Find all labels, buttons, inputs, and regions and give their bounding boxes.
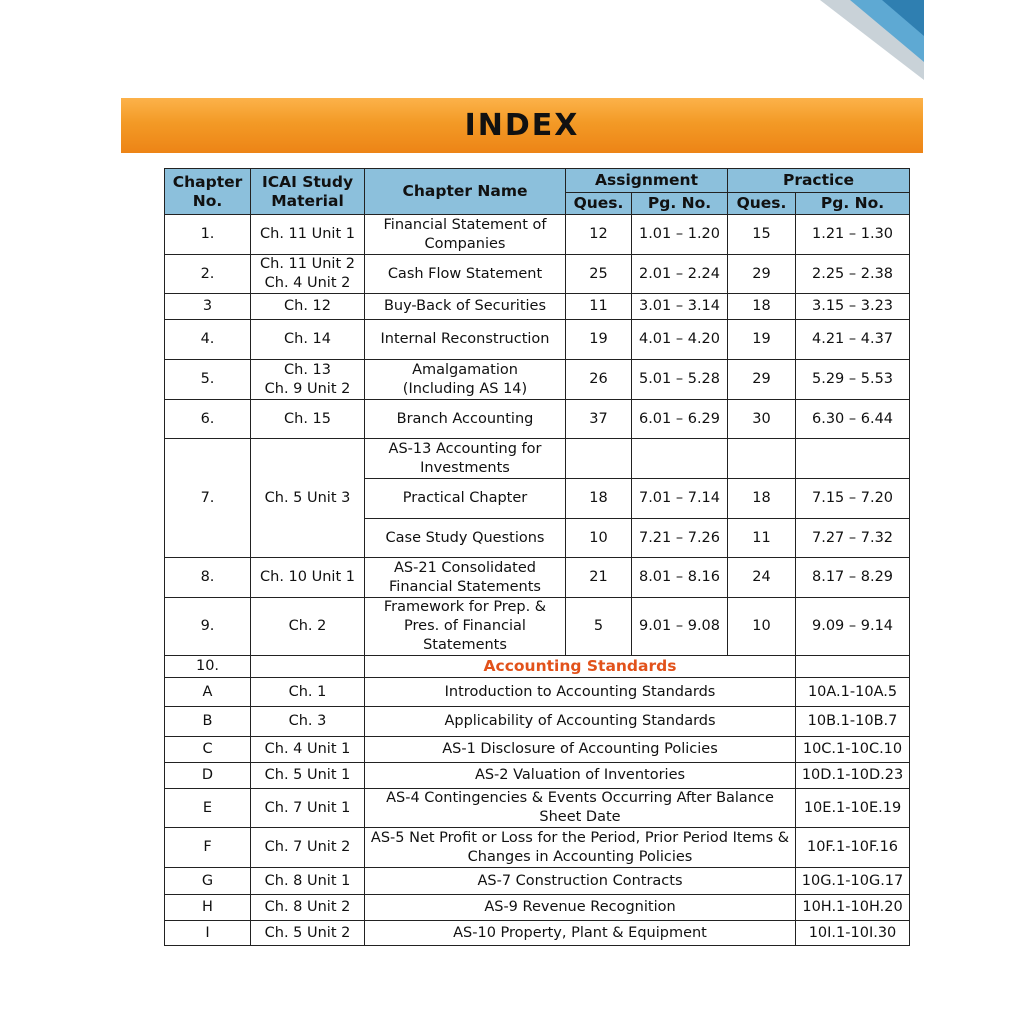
index-table: [164, 168, 910, 946]
assignment-pg: 6.01 – 6.29: [632, 400, 728, 439]
practice-pg: 5.29 – 5.53: [796, 360, 910, 400]
practice-pg: 7.27 – 7.32: [796, 519, 910, 558]
study-material: [251, 255, 365, 294]
practice-pg: 10H.1-10H.20: [796, 895, 910, 921]
chapter-no: 8.: [165, 558, 251, 598]
table-row: [165, 439, 910, 479]
chapter-name: Buy-Back of Securities: [365, 294, 566, 320]
table-row: [165, 360, 910, 400]
assignment-ques: 5: [566, 598, 632, 656]
header-study-material: ICAI Study Material: [251, 169, 365, 215]
assignment-pg: [632, 439, 728, 479]
chapter-no: D: [165, 763, 251, 789]
study-material: [251, 656, 365, 678]
assignment-pg: 7.21 – 7.26: [632, 519, 728, 558]
assignment-pg: 1.01 – 1.20: [632, 215, 728, 255]
study-material: Ch. 8 Unit 1: [251, 868, 365, 895]
chapter-name: Applicability of Accounting Standards: [365, 707, 796, 737]
table-row: [165, 737, 910, 763]
header-chapter-no: Chapter No.: [165, 169, 251, 215]
section-heading-accounting-standards: Accounting Standards: [365, 656, 796, 678]
chapter-no: 10.: [165, 656, 251, 678]
chapter-name: AS-13 Accounting for Investments: [365, 439, 566, 479]
header-practice-ques: Ques.: [728, 193, 796, 215]
study-material: Ch. 3: [251, 707, 365, 737]
chapter-no: A: [165, 678, 251, 707]
study-material: Ch. 7 Unit 2: [251, 828, 365, 868]
chapter-no: C: [165, 737, 251, 763]
assignment-ques: 26: [566, 360, 632, 400]
chapter-name: Branch Accounting: [365, 400, 566, 439]
study-material: Ch. 8 Unit 2: [251, 895, 365, 921]
chapter-no: 7.: [165, 439, 251, 558]
chapter-name: Framework for Prep. & Pres. of Financial Statements: [365, 598, 566, 656]
table-row: [165, 320, 910, 360]
study-material: Ch. 12: [251, 294, 365, 320]
assignment-pg: 9.01 – 9.08: [632, 598, 728, 656]
practice-pg: 10G.1-10G.17: [796, 868, 910, 895]
table-row: [165, 400, 910, 439]
chapter-no: H: [165, 895, 251, 921]
chapter-name: AS-9 Revenue Recognition: [365, 895, 796, 921]
practice-pg: 1.21 – 1.30: [796, 215, 910, 255]
chapter-name: AS-5 Net Profit or Loss for the Period, Prior Period Items & Changes in Accounting Policies: [365, 828, 796, 868]
practice-pg: 4.21 – 4.37: [796, 320, 910, 360]
header-row: [165, 169, 910, 193]
chapter-name: AS-1 Disclosure of Accounting Policies: [365, 737, 796, 763]
practice-ques: 10: [728, 598, 796, 656]
table-row: [165, 707, 910, 737]
study-material-line: Ch. 11 Unit 2: [260, 256, 355, 272]
table-row: [165, 656, 910, 678]
table-row: [165, 763, 910, 789]
chapter-name: Case Study Questions: [365, 519, 566, 558]
table-row: [165, 789, 910, 828]
table-row: [165, 868, 910, 895]
chapter-no: 6.: [165, 400, 251, 439]
chapter-name: Internal Reconstruction: [365, 320, 566, 360]
chapter-no: 5.: [165, 360, 251, 400]
header-assignment-ques: Ques.: [566, 193, 632, 215]
study-material-line: Ch. 4 Unit 2: [264, 275, 351, 291]
practice-ques: 18: [728, 479, 796, 519]
study-material-line: Ch. 9 Unit 2: [264, 380, 351, 397]
chapter-no: 1.: [165, 215, 251, 255]
practice-pg: 10E.1-10E.19: [796, 789, 910, 828]
assignment-pg: 5.01 – 5.28: [632, 360, 728, 400]
assignment-ques: [566, 439, 632, 479]
chapter-no: I: [165, 921, 251, 946]
study-material: Ch. 7 Unit 1: [251, 789, 365, 828]
assignment-ques: 37: [566, 400, 632, 439]
chapter-no: F: [165, 828, 251, 868]
corner-decoration: [820, 0, 924, 85]
study-material: Ch. 5 Unit 2: [251, 921, 365, 946]
table-row: [165, 921, 910, 946]
practice-pg: 10B.1-10B.7: [796, 707, 910, 737]
study-material: Ch. 5 Unit 3: [251, 439, 365, 558]
study-material: Ch. 5 Unit 1: [251, 763, 365, 789]
practice-pg: 3.15 – 3.23: [796, 294, 910, 320]
chapter-no: E: [165, 789, 251, 828]
practice-pg: 10I.1-10I.30: [796, 921, 910, 946]
practice-ques: 11: [728, 519, 796, 558]
table-row: [165, 598, 910, 656]
practice-pg: 8.17 – 8.29: [796, 558, 910, 598]
study-material: Ch. 15: [251, 400, 365, 439]
study-material: Ch. 14: [251, 320, 365, 360]
table-row: [165, 294, 910, 320]
header-assignment-pg: Pg. No.: [632, 193, 728, 215]
practice-pg: 2.25 – 2.38: [796, 255, 910, 294]
table-row: [165, 895, 910, 921]
assignment-pg: 7.01 – 7.14: [632, 479, 728, 519]
assignment-ques: 25: [566, 255, 632, 294]
chapter-no: B: [165, 707, 251, 737]
assignment-ques: 21: [566, 558, 632, 598]
chapter-name: [365, 360, 566, 400]
chapter-name: AS-4 Contingencies & Events Occurring After Balance Sheet Date: [365, 789, 796, 828]
page-title: INDEX: [464, 108, 580, 143]
assignment-ques: 11: [566, 294, 632, 320]
chapter-no: 2.: [165, 255, 251, 294]
assignment-pg: 4.01 – 4.20: [632, 320, 728, 360]
chapter-name: Practical Chapter: [365, 479, 566, 519]
chapter-name: AS-10 Property, Plant & Equipment: [365, 921, 796, 946]
header-practice: Practice: [728, 169, 910, 193]
practice-pg: 6.30 – 6.44: [796, 400, 910, 439]
table-row: [165, 558, 910, 598]
assignment-ques: 19: [566, 320, 632, 360]
study-material: Ch. 10 Unit 1: [251, 558, 365, 598]
study-material: Ch. 2: [251, 598, 365, 656]
practice-ques: [728, 439, 796, 479]
chapter-no: 9.: [165, 598, 251, 656]
chapter-name: AS-2 Valuation of Inventories: [365, 763, 796, 789]
chapter-name-line: Amalgamation: [412, 361, 518, 378]
practice-pg: 10F.1-10F.16: [796, 828, 910, 868]
practice-ques: 19: [728, 320, 796, 360]
practice-ques: 15: [728, 215, 796, 255]
study-material: Ch. 1: [251, 678, 365, 707]
chapter-name: Introduction to Accounting Standards: [365, 678, 796, 707]
assignment-ques: 18: [566, 479, 632, 519]
study-material-line: Ch. 13: [284, 361, 331, 378]
practice-ques: 29: [728, 360, 796, 400]
chapter-no: 4.: [165, 320, 251, 360]
study-material: Ch. 11 Unit 1: [251, 215, 365, 255]
practice-ques: 18: [728, 294, 796, 320]
assignment-ques: 10: [566, 519, 632, 558]
chapter-no: G: [165, 868, 251, 895]
header-practice-pg: Pg. No.: [796, 193, 910, 215]
header-assignment: Assignment: [566, 169, 728, 193]
practice-pg: 10A.1-10A.5: [796, 678, 910, 707]
chapter-name-line: (Including AS 14): [402, 380, 528, 397]
chapter-name: Financial Statement of Companies: [365, 215, 566, 255]
study-material: Ch. 4 Unit 1: [251, 737, 365, 763]
practice-pg: 10C.1-10C.10: [796, 737, 910, 763]
practice-pg: [796, 656, 910, 678]
chapter-name: AS-21 Consolidated Financial Statements: [365, 558, 566, 598]
table-row: [165, 255, 910, 294]
practice-pg: 7.15 – 7.20: [796, 479, 910, 519]
table-row: [165, 678, 910, 707]
chapter-no: 3: [165, 294, 251, 320]
assignment-pg: 8.01 – 8.16: [632, 558, 728, 598]
practice-pg: 10D.1-10D.23: [796, 763, 910, 789]
assignment-pg: 2.01 – 2.24: [632, 255, 728, 294]
assignment-ques: 12: [566, 215, 632, 255]
practice-pg: 9.09 – 9.14: [796, 598, 910, 656]
header-chapter-name: Chapter Name: [365, 169, 566, 215]
practice-pg: [796, 439, 910, 479]
practice-ques: 29: [728, 255, 796, 294]
practice-ques: 24: [728, 558, 796, 598]
study-material: [251, 360, 365, 400]
chapter-name: Cash Flow Statement: [365, 255, 566, 294]
assignment-pg: 3.01 – 3.14: [632, 294, 728, 320]
table-row: [165, 828, 910, 868]
chapter-name: AS-7 Construction Contracts: [365, 868, 796, 895]
index-banner: [121, 98, 923, 153]
table-row: [165, 215, 910, 255]
accounting-standards-rows: [165, 678, 910, 946]
practice-ques: 30: [728, 400, 796, 439]
